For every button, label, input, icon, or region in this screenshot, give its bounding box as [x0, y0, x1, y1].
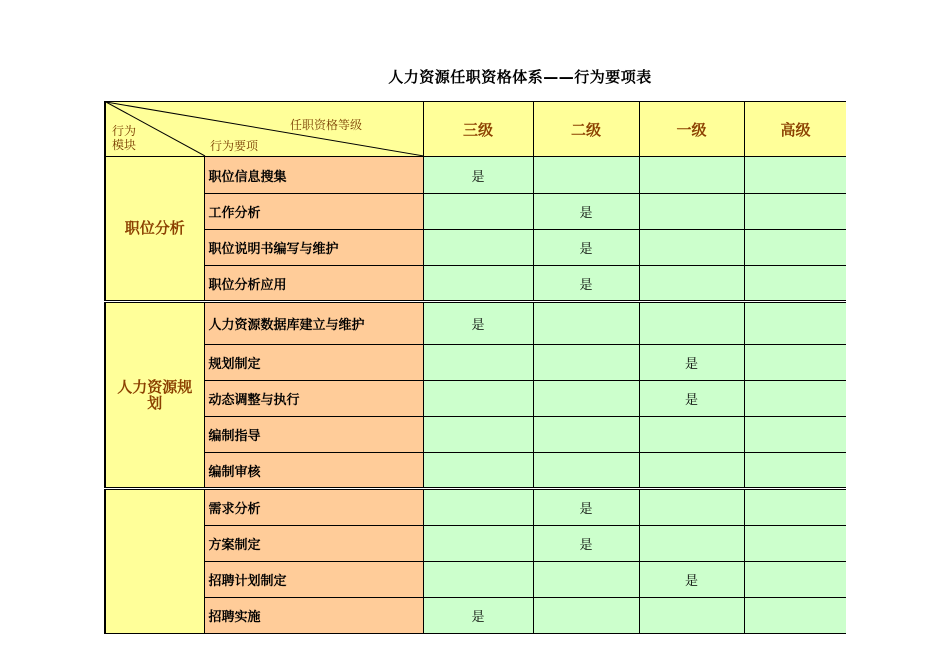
- level-cell: [744, 381, 846, 417]
- level-cell: 是: [533, 194, 639, 230]
- grade-header-senior: 高级: [744, 102, 846, 157]
- behavior-item-cell: 职位说明书编写与维护: [204, 230, 423, 266]
- level-cell: [639, 302, 744, 345]
- table-row: [105, 345, 846, 381]
- level-cell: [533, 302, 639, 345]
- behavior-table: [104, 101, 846, 634]
- level-cell: [423, 526, 533, 562]
- diagonal-header-cell: [105, 102, 423, 157]
- table-row: [105, 562, 846, 598]
- behavior-item-cell: 工作分析: [204, 194, 423, 230]
- level-cell: 是: [533, 526, 639, 562]
- table-row: [105, 266, 846, 302]
- level-cell: [639, 417, 744, 453]
- module-cell: [105, 489, 204, 634]
- level-cell: [423, 381, 533, 417]
- table-row: [105, 302, 846, 345]
- level-cell: 是: [533, 266, 639, 302]
- level-cell: 是: [639, 562, 744, 598]
- level-cell: [423, 194, 533, 230]
- level-cell: [744, 194, 846, 230]
- table-row: [105, 598, 846, 634]
- level-cell: [744, 562, 846, 598]
- level-cell: [533, 157, 639, 194]
- behavior-item-cell: 招聘计划制定: [204, 562, 423, 598]
- level-cell: [533, 562, 639, 598]
- behavior-item-cell: 动态调整与执行: [204, 381, 423, 417]
- level-cell: [423, 453, 533, 489]
- level-cell: [639, 194, 744, 230]
- level-cell: [744, 266, 846, 302]
- table-row: [105, 489, 846, 526]
- behavior-item-cell: 招聘实施: [204, 598, 423, 634]
- behavior-item-cell: 人力资源数据库建立与维护: [204, 302, 423, 345]
- level-cell: [744, 489, 846, 526]
- behavior-item-cell: 编制指导: [204, 417, 423, 453]
- diagonal-lines: [106, 102, 423, 156]
- level-cell: [639, 453, 744, 489]
- level-cell: [423, 230, 533, 266]
- table-row: [105, 230, 846, 266]
- level-cell: 是: [423, 157, 533, 194]
- level-cell: [639, 598, 744, 634]
- level-cell: [744, 417, 846, 453]
- level-cell: [423, 345, 533, 381]
- behavior-item-cell: 职位分析应用: [204, 266, 423, 302]
- level-cell: [423, 489, 533, 526]
- table-row: [105, 194, 846, 230]
- behavior-item-cell: 需求分析: [204, 489, 423, 526]
- level-cell: [744, 526, 846, 562]
- level-cell: [744, 230, 846, 266]
- level-cell: [423, 562, 533, 598]
- level-cell: [533, 417, 639, 453]
- behavior-item-cell: 规划制定: [204, 345, 423, 381]
- grade-axis-label: 任职资格等级: [290, 118, 363, 132]
- level-cell: [533, 598, 639, 634]
- level-cell: [533, 453, 639, 489]
- level-cell: 是: [639, 381, 744, 417]
- behavior-table-sheet: [104, 101, 846, 672]
- level-cell: 是: [533, 489, 639, 526]
- level-cell: [744, 302, 846, 345]
- level-cell: [533, 381, 639, 417]
- level-cell: [423, 417, 533, 453]
- table-row: [105, 157, 846, 194]
- level-cell: [639, 526, 744, 562]
- page-title: 人力资源任职资格体系——行为要项表: [388, 68, 652, 86]
- level-cell: 是: [423, 598, 533, 634]
- grade-header-2: 二级: [533, 102, 639, 157]
- table-body: [105, 157, 846, 634]
- module-cell: 职位分析: [105, 157, 204, 302]
- grade-header-1: 一级: [639, 102, 744, 157]
- level-cell: [639, 489, 744, 526]
- table-row: [105, 381, 846, 417]
- module-axis-label: 行为模块: [112, 124, 137, 152]
- behavior-item-cell: 方案制定: [204, 526, 423, 562]
- table-row: [105, 526, 846, 562]
- module-cell: 人力资源规划: [105, 302, 204, 489]
- level-cell: [639, 230, 744, 266]
- level-cell: 是: [533, 230, 639, 266]
- level-cell: 是: [639, 345, 744, 381]
- level-cell: [423, 266, 533, 302]
- table-row: [105, 453, 846, 489]
- level-cell: [744, 345, 846, 381]
- level-cell: [639, 157, 744, 194]
- behavior-item-cell: 编制审核: [204, 453, 423, 489]
- behavior-item-cell: 职位信息搜集: [204, 157, 423, 194]
- item-axis-label: 行为要项: [210, 139, 259, 153]
- level-cell: [639, 266, 744, 302]
- level-cell: [533, 345, 639, 381]
- level-cell: [744, 598, 846, 634]
- level-cell: 是: [423, 302, 533, 345]
- table-row: [105, 417, 846, 453]
- grade-header-3: 三级: [423, 102, 533, 157]
- level-cell: [744, 453, 846, 489]
- level-cell: [744, 157, 846, 194]
